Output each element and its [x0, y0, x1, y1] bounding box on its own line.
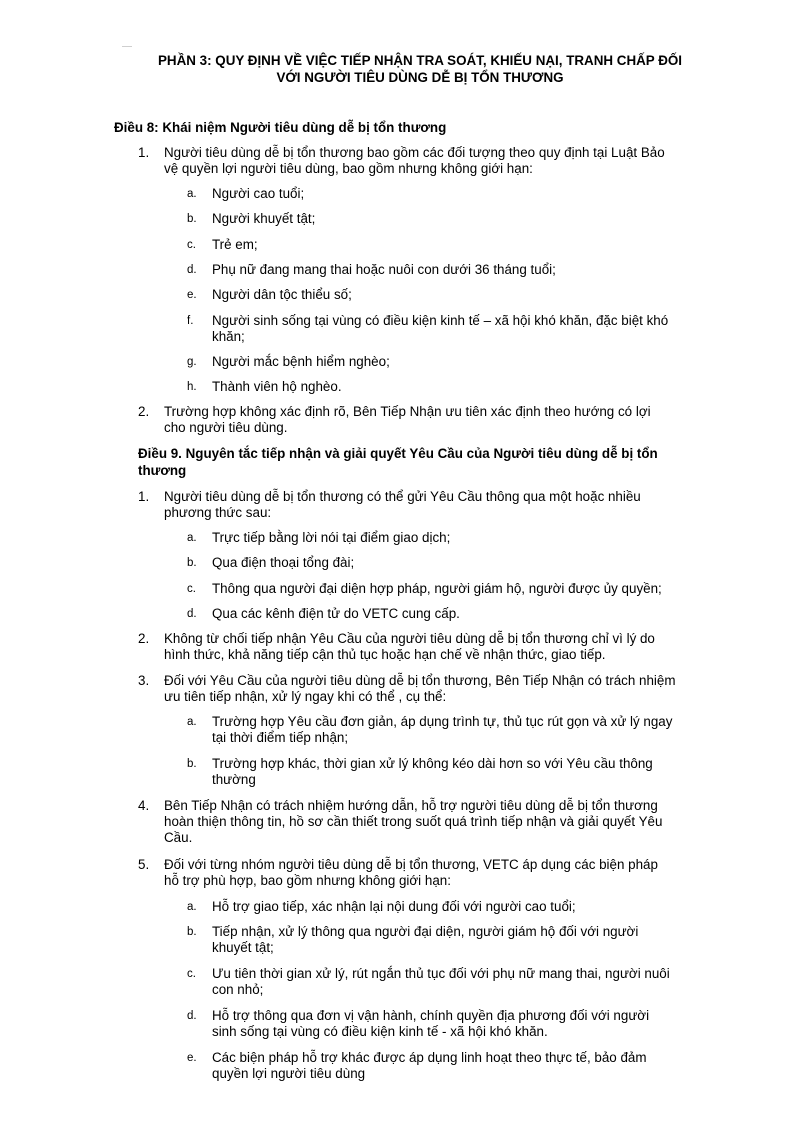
article-9-item-1 [138, 489, 734, 521]
top-mark [122, 46, 132, 47]
part-title-line: PHẦN 3: QUY ĐỊNH VỀ VIỆC TIẾP NHẬN TRA SOÁT, KHIẾU NẠI, TRANH CHẤP ĐỐI [157, 53, 683, 68]
sub-text: Hỗ trợ giao tiếp, xác nhận lại nội dung đối với người cao tuổi; [212, 899, 576, 914]
sub-item [187, 530, 737, 546]
sub-item [187, 966, 737, 998]
sub-text: khuyết tật; [212, 940, 274, 955]
article-8-item-2 [138, 404, 734, 436]
sub-letter: d. [187, 608, 197, 620]
sub-text: Trường hợp khác, thời gian xử lý không kéo dài hơn so với Yêu cầu thông [212, 756, 653, 771]
item-text: cho người tiêu dùng. [164, 420, 288, 435]
sub-letter: e. [187, 289, 197, 301]
sub-text: Hỗ trợ thông qua đơn vị vận hành, chính quyền địa phương đối với người [212, 1008, 650, 1023]
part-title-line: VỚI NGƯỜI TIÊU DÙNG DỄ BỊ TỔN THƯƠNG [276, 70, 564, 85]
article-9-item-5 [138, 857, 734, 889]
item-text: phương thức sau: [164, 505, 272, 520]
item-text: vệ quyền lợi người tiêu dùng, bao gồm nhưng không giới hạn: [164, 161, 533, 176]
item-number: 1. [138, 145, 150, 160]
sub-letter: b. [187, 213, 197, 225]
article-9-item-2 [138, 631, 734, 663]
sub-letter: e. [187, 1052, 197, 1064]
sub-item [187, 262, 737, 278]
sub-text: Tiếp nhận, xử lý thông qua người đại diện, người giám hộ đối với người [212, 924, 639, 939]
sub-letter: a. [187, 716, 197, 728]
article-8-title: Điều 8: Khái niệm Người tiêu dùng dễ bị tổn thương [114, 120, 447, 135]
item-text: hỗ trợ phù hợp, bao gồm nhưng không giới hạn: [164, 873, 451, 888]
sub-item [187, 379, 737, 395]
sub-text: Người dân tộc thiểu số; [212, 287, 352, 302]
sub-item [187, 756, 737, 788]
sub-item [187, 924, 737, 956]
item-text: hình thức, khả năng tiếp cận thủ tục hoặc hạn chế về nhận thức, giao tiếp. [164, 647, 606, 662]
item-text: hoàn thiện thông tin, hồ sơ cần thiết trong suốt quá trình tiếp nhận và giải quyết Yêu [164, 814, 663, 829]
item-text: Người tiêu dùng dễ bị tổn thương có thể gửi Yêu Cầu thông qua một hoặc nhiều [164, 489, 641, 504]
item-number: 2. [138, 404, 150, 419]
article-9-title [138, 445, 738, 479]
sub-text: Thành viên hộ nghèo. [212, 379, 342, 394]
sub-letter: b. [187, 758, 197, 770]
item-number: 4. [138, 798, 150, 813]
sub-text: Người sinh sống tại vùng có điều kiện kinh tế – xã hội khó khăn, đặc biệt khó [212, 313, 669, 328]
sub-text: quyền lợi người tiêu dùng [212, 1066, 366, 1081]
sub-item [187, 313, 737, 345]
item-number: 3. [138, 673, 150, 688]
sub-text: Qua điện thoại tổng đài; [212, 555, 355, 570]
sub-item [187, 354, 737, 370]
sub-text: thường [212, 772, 256, 787]
sub-text: Trường hợp Yêu cầu đơn giản, áp dụng trình tự, thủ tục rút gọn và xử lý ngay [212, 714, 673, 729]
item-number: 5. [138, 857, 150, 872]
part-title [120, 52, 720, 86]
sub-text: tại thời điểm tiếp nhận; [212, 730, 349, 745]
sub-text: Người cao tuổi; [212, 186, 305, 201]
item-number: 2. [138, 631, 150, 646]
sub-item [187, 581, 737, 597]
sub-item [187, 237, 737, 253]
sub-item [187, 1008, 737, 1040]
sub-text: Phụ nữ đang mang thai hoặc nuôi con dưới 36 tháng tuổi; [212, 262, 556, 277]
sub-text: sinh sống tại vùng có điều kiện kinh tế - xã hội khó khăn. [212, 1024, 548, 1039]
sub-letter: b. [187, 926, 197, 938]
sub-item [187, 211, 737, 227]
sub-item [187, 714, 737, 746]
sub-item [187, 1050, 737, 1082]
item-text: Bên Tiếp Nhận có trách nhiệm hướng dẫn, hỗ trợ người tiêu dùng dễ bị tổn thương [164, 798, 658, 813]
sub-text: khăn; [212, 329, 245, 344]
sub-letter: h. [187, 381, 197, 393]
sub-text: Trực tiếp bằng lời nói tại điểm giao dịch; [212, 530, 451, 545]
sub-letter: d. [187, 1010, 197, 1022]
item-text: Người tiêu dùng dễ bị tổn thương bao gồm các đối tượng theo quy định tại Luật Bảo [164, 145, 665, 160]
sub-text: con nhỏ; [212, 982, 264, 997]
sub-text: Người mắc bệnh hiểm nghèo; [212, 354, 390, 369]
article-8-item-1 [138, 145, 734, 177]
item-text: Trường hợp không xác định rõ, Bên Tiếp Nhận ưu tiên xác định theo hướng có lợi [164, 404, 651, 419]
article-title-line: Điều 9. Nguyên tắc tiếp nhận và giải quyết Yêu Cầu của Người tiêu dùng dễ bị tổn [138, 446, 658, 461]
sub-letter: d. [187, 264, 197, 276]
sub-letter: g. [187, 356, 197, 368]
sub-letter: c. [187, 583, 196, 595]
sub-text: Ưu tiên thời gian xử lý, rút ngắn thủ tục đối với phụ nữ mang thai, người nuôi [212, 966, 670, 981]
sub-item [187, 186, 737, 202]
sub-item [187, 287, 737, 303]
sub-letter: a. [187, 901, 197, 913]
item-text: Không từ chối tiếp nhận Yêu Cầu của người tiêu dùng dễ bị tổn thương chỉ vì lý do [164, 631, 655, 646]
sub-item [187, 555, 737, 571]
sub-item [187, 606, 737, 622]
sub-text: Trẻ em; [212, 237, 258, 252]
sub-letter: a. [187, 532, 197, 544]
item-text: Đối với Yêu Cầu của người tiêu dùng dễ bị tổn thương, Bên Tiếp Nhận có trách nhiệm [164, 673, 676, 688]
sub-letter: a. [187, 188, 197, 200]
sub-letter: c. [187, 968, 196, 980]
sub-letter: f. [187, 315, 194, 327]
item-text: Cầu. [164, 830, 193, 845]
item-text: Đối với từng nhóm người tiêu dùng dễ bị tổn thương, VETC áp dụng các biện pháp [164, 857, 658, 872]
article-9-item-4 [138, 798, 734, 846]
sub-text: Qua các kênh điện tử do VETC cung cấp. [212, 606, 460, 621]
item-number: 1. [138, 489, 150, 504]
sub-letter: c. [187, 239, 196, 251]
sub-letter: b. [187, 557, 197, 569]
sub-text: Người khuyết tật; [212, 211, 316, 226]
sub-item [187, 899, 737, 915]
item-text: ưu tiên tiếp nhận, xử lý ngay khi có thể , cụ thể: [164, 689, 447, 704]
article-9-item-3 [138, 673, 734, 705]
article-title-line: thương [138, 463, 187, 478]
sub-text: Các biện pháp hỗ trợ khác được áp dụng linh hoạt theo thực tế, bảo đảm [212, 1050, 647, 1065]
sub-text: Thông qua người đại diện hợp pháp, người giám hộ, người được ủy quyền; [212, 581, 662, 596]
